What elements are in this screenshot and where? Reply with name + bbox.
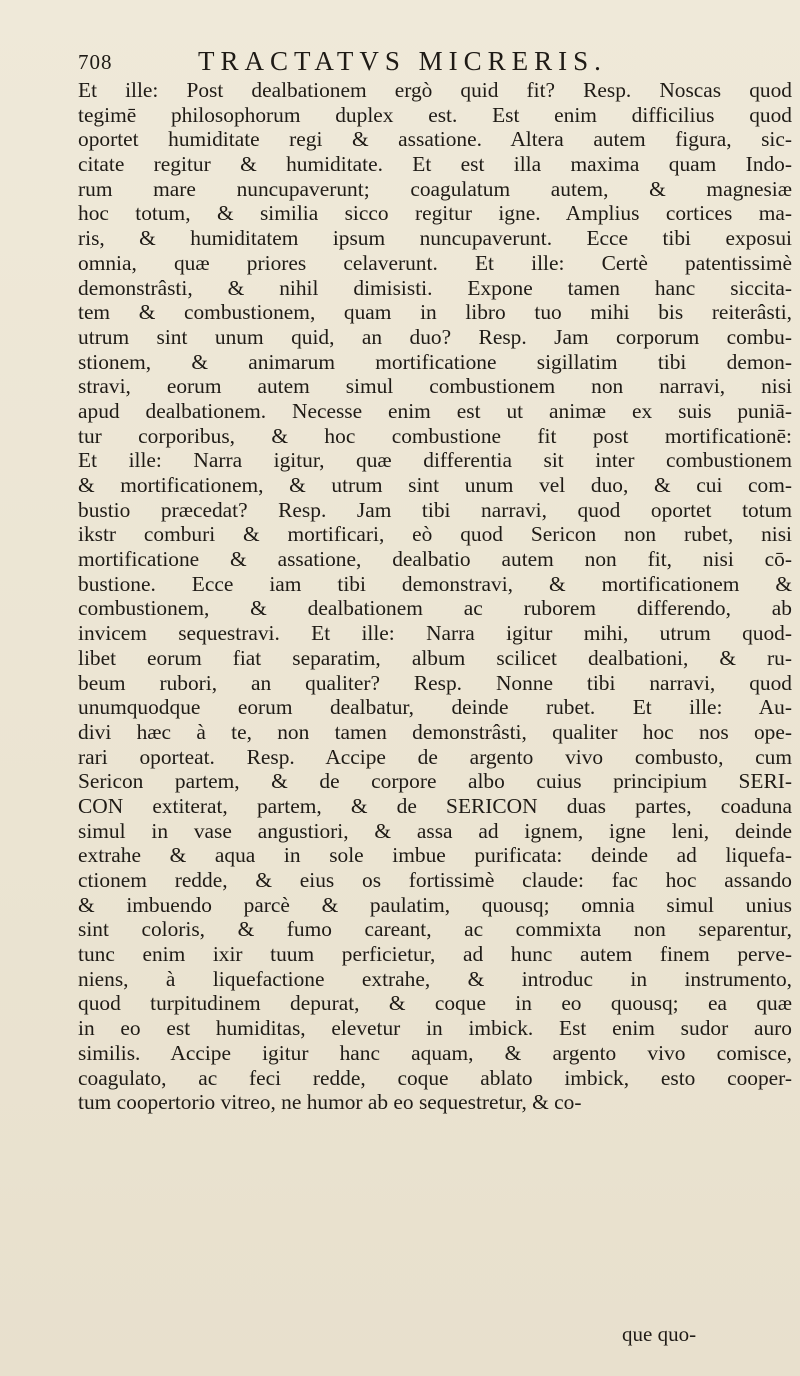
text-line: bustione. Ecce iam tibi demonstravi, & mortificationem & [78, 571, 792, 596]
text-line: tem & combustionem, quam in libro tuo mihi bis reiterâsti, [78, 300, 792, 325]
text-line: ris, & humiditatem ipsum nuncupaverunt. Ecce tibi exposui [78, 226, 792, 251]
text-line: quod turpitudinem depurat, & coque in eo quousq; ea quæ [78, 991, 792, 1016]
text-line: tur corporibus, & hoc combustione fit post mortificationē: [78, 423, 792, 448]
text-line: niens, à liquefactione extrahe, & introduc in instrumento, [78, 966, 792, 991]
text-line: ctionem redde, & eius os fortissimè claude: fac hoc assando [78, 868, 792, 892]
text-line: divi hæc à te, non tamen demonstrâsti, qualiter hoc nos ope- [78, 719, 792, 744]
text-line: rum mare nuncupaverunt; coagulatum autem, & magnesiæ [78, 176, 792, 201]
text-line: CON extiterat, partem, & de SERICON duas partes, coaduna [78, 793, 792, 818]
text-line: tegimē philosophorum duplex est. Est enim difficilius quod [78, 102, 792, 127]
page-header [78, 46, 738, 80]
text-line: in eo est humiditas, elevetur in imbick. Est enim sudor auro [78, 1016, 792, 1041]
text-line: stionem, & animarum mortificatione sigillatim tibi demon- [78, 349, 792, 374]
body-text [78, 78, 792, 1115]
text-line: & imbuendo parcè & paulatim, quousq; omnia simul unius [78, 892, 792, 917]
text-line: demonstrâsti, & nihil dimisisti. Expone tamen hanc siccita- [78, 275, 792, 300]
catchword: que quo- [622, 1322, 697, 1346]
text-line: sint coloris, & fumo careant, ac commixta non separentur, [78, 917, 792, 942]
text-line: apud dealbationem. Necesse enim est ut animæ ex suis puniā- [78, 398, 792, 423]
text-line: mortificatione & assatione, dealbatio autem non fit, nisi cō- [78, 547, 792, 572]
text-line: ikstr comburi & mortificari, eò quod Sericon non rubet, nisi [78, 522, 792, 547]
text-line: beum rubori, an qualiter? Resp. Nonne tibi narravi, quod [78, 670, 792, 695]
text-line: Et ille: Narra igitur, quæ differentia sit inter combustionem [78, 448, 792, 473]
text-line: rari oporteat. Resp. Accipe de argento vivo combusto, cum [78, 744, 792, 769]
text-line: hoc totum, & similia sicco regitur igne. Amplius cortices ma- [78, 201, 792, 226]
text-line: invicem sequestravi. Et ille: Narra igitur mihi, utrum quod- [78, 621, 792, 646]
text-line: coagulato, ac feci redde, coque ablato imbick, esto cooper- [78, 1065, 792, 1090]
text-line: Sericon partem, & de corpore albo cuius principium SERI- [78, 769, 792, 794]
text-line: unumquodque eorum dealbatur, deinde rubet. Et ille: Au- [78, 695, 792, 720]
text-line: extrahe & aqua in sole imbue purificata: deinde ad liquefa- [78, 843, 792, 868]
text-line: Et ille: Post dealbationem ergò quid fit? Resp. Noscas quod [78, 78, 792, 102]
text-line: simul in vase angustiori, & assa ad ignem, igne leni, deinde [78, 818, 792, 843]
text-line: & mortificationem, & utrum sint unum vel duo, & cui com- [78, 473, 792, 497]
text-line: combustionem, & dealbationem ac ruborem differendo, ab [78, 596, 792, 621]
text-line: omnia, quæ priores celaverunt. Et ille: Certè patentissimè [78, 250, 792, 275]
text-line: oportet humiditate regi & assatione. Altera autem figura, sic- [78, 127, 792, 152]
text-line: libet eorum fiat separatim, album scilicet dealbationi, & ru- [78, 645, 792, 670]
text-line: tum coopertorio vitreo, ne humor ab eo sequestretur, & co- [78, 1090, 582, 1115]
text-line: utrum sint unum quid, an duo? Resp. Jam corporum combu- [78, 324, 792, 349]
text-line: stravi, eorum autem simul combustionem non narravi, nisi [78, 374, 792, 399]
text-line: similis. Accipe igitur hanc aquam, & argento vivo comisce, [78, 1040, 792, 1065]
text-line: tunc enim ixir tuum perficietur, ad hunc autem finem perve- [78, 942, 792, 967]
text-line: citate regitur & humiditate. Et est illa maxima quam Indo- [78, 152, 792, 177]
text-line: bustio præcedat? Resp. Jam tibi narravi, quod oportet totum [78, 497, 792, 522]
running-title: TRACTATVS MICRERIS. [198, 46, 607, 76]
page-number: 708 [78, 50, 113, 74]
